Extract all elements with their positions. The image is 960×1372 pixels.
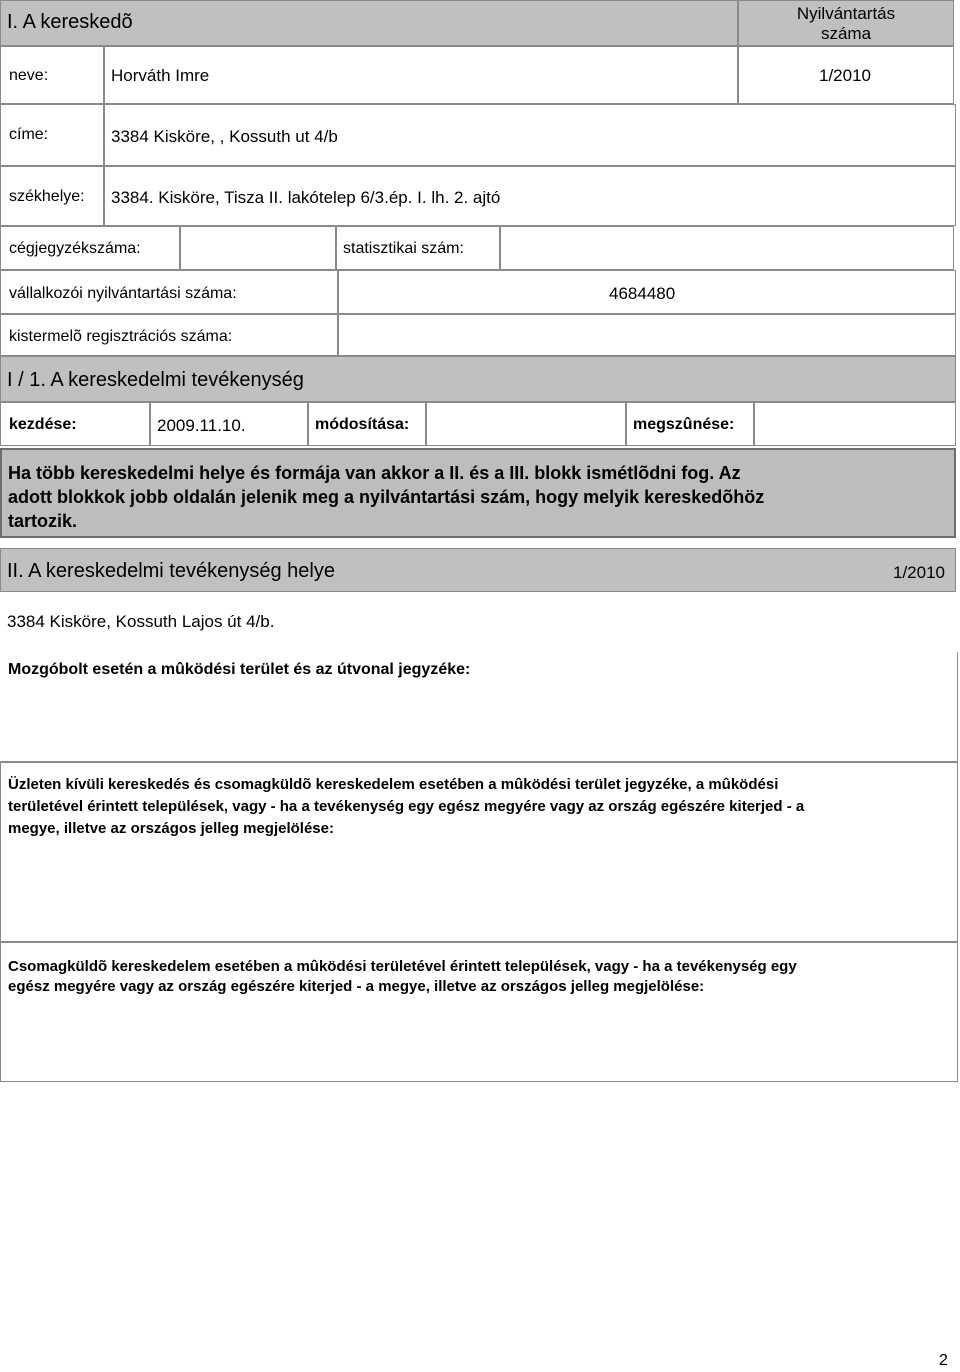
stat-value-cell	[500, 226, 954, 270]
notice-line3: tartozik.	[8, 511, 78, 531]
name-value: Horváth Imre	[111, 66, 210, 85]
registry-number: 1/2010	[819, 66, 871, 85]
name-label: neve:	[9, 67, 49, 84]
name-label-cell	[0, 46, 104, 104]
page-number: 2	[939, 1352, 948, 1369]
entrepreneur-label: vállalkozói nyilvántartási száma:	[9, 285, 237, 302]
seat-value: 3384. Kisköre, Tisza II. lakótelep 6/3.ép. I. lh. 2. ajtó	[111, 188, 501, 207]
section-title-trader: I. A kereskedõ	[7, 11, 133, 33]
name-value-cell	[104, 46, 738, 104]
activity-title: I / 1. A kereskedelmi tevékenység	[7, 369, 304, 391]
farmer-value-cell	[338, 314, 956, 356]
stat-label-cell	[336, 226, 500, 270]
activity-header	[0, 356, 956, 402]
start-label: kezdése:	[9, 416, 77, 433]
registry-label-line1: Nyilvántartás	[796, 4, 896, 23]
farmer-label-cell	[0, 314, 338, 356]
start-value: 2009.11.10.	[157, 416, 246, 435]
registry-number-cell	[738, 46, 954, 104]
mobile-shop-label: Mozgóbolt esetén a mûködési terület és az útvonal jegyzéke:	[8, 661, 471, 678]
address-label: címe:	[9, 126, 49, 143]
location-header	[0, 548, 956, 592]
entrepreneur-value-cell	[338, 270, 956, 314]
modify-label: módosítása:	[315, 416, 410, 433]
start-value-cell	[150, 402, 308, 446]
address-value: 3384 Kisköre, , Kossuth ut 4/b	[111, 127, 338, 146]
registry-number-header	[738, 0, 954, 46]
outside-trade-label-line3: megye, illetve az országos jelleg megjelölése:	[8, 820, 334, 837]
outside-trade-box	[0, 762, 958, 942]
start-label-cell	[0, 402, 150, 446]
company-reg-value-cell	[180, 226, 336, 270]
company-reg-label-cell	[0, 226, 180, 270]
entrepreneur-label-cell	[0, 270, 338, 314]
end-label-cell	[626, 402, 754, 446]
seat-value-cell	[104, 166, 956, 226]
address-value-cell	[104, 104, 956, 166]
mobile-shop-box	[0, 652, 958, 762]
location-address: 3384 Kisköre, Kossuth Lajos út 4/b.	[7, 612, 275, 631]
seat-label-cell	[0, 166, 104, 226]
outside-trade-label-line1: Üzleten kívüli kereskedés és csomagküldõ kereskedelem esetében a mûködési terület jegyzéke, a mûködési	[8, 776, 779, 793]
notice-line2: adott blokkok jobb oldalán jelenik meg a nyilvántartási szám, hogy melyik kereskedõhöz	[8, 487, 765, 507]
outside-trade-label-line2: területével érintett települések, vagy - ha a tevékenység egy egész megyére vagy az ország egészére kiterjed - a	[8, 798, 805, 815]
seat-label: székhelye:	[9, 188, 85, 205]
company-reg-label: cégjegyzékszáma:	[9, 240, 141, 257]
mail-order-label-line1: Csomagküldõ kereskedelem esetében a mûködési területével érintett települések, vagy - ha a tevékenység egy	[8, 958, 797, 975]
notice-box	[0, 448, 956, 538]
location-title: II. A kereskedelmi tevékenység helye	[7, 560, 335, 582]
notice-line1: Ha több kereskedelmi helye és formája van akkor a II. és a III. blokk ismétlõdni fog. Az	[8, 463, 741, 483]
modify-label-cell	[308, 402, 426, 446]
address-label-cell	[0, 104, 104, 166]
location-registry-number: 1/2010	[893, 563, 945, 582]
stat-label: statisztikai szám:	[343, 240, 464, 257]
header-bar	[0, 0, 738, 46]
entrepreneur-value: 4684480	[609, 284, 676, 303]
modify-value-cell	[426, 402, 626, 446]
farmer-label: kistermelõ regisztrációs száma:	[9, 328, 233, 345]
end-value-cell	[754, 402, 956, 446]
end-label: megszûnése:	[633, 416, 735, 433]
registry-label-line2: száma	[820, 24, 872, 43]
mail-order-box	[0, 942, 958, 1082]
mail-order-label-line2: egész megyére vagy az ország egészére kiterjed - a megye, illetve az országos jelleg megjelölése:	[8, 978, 705, 995]
